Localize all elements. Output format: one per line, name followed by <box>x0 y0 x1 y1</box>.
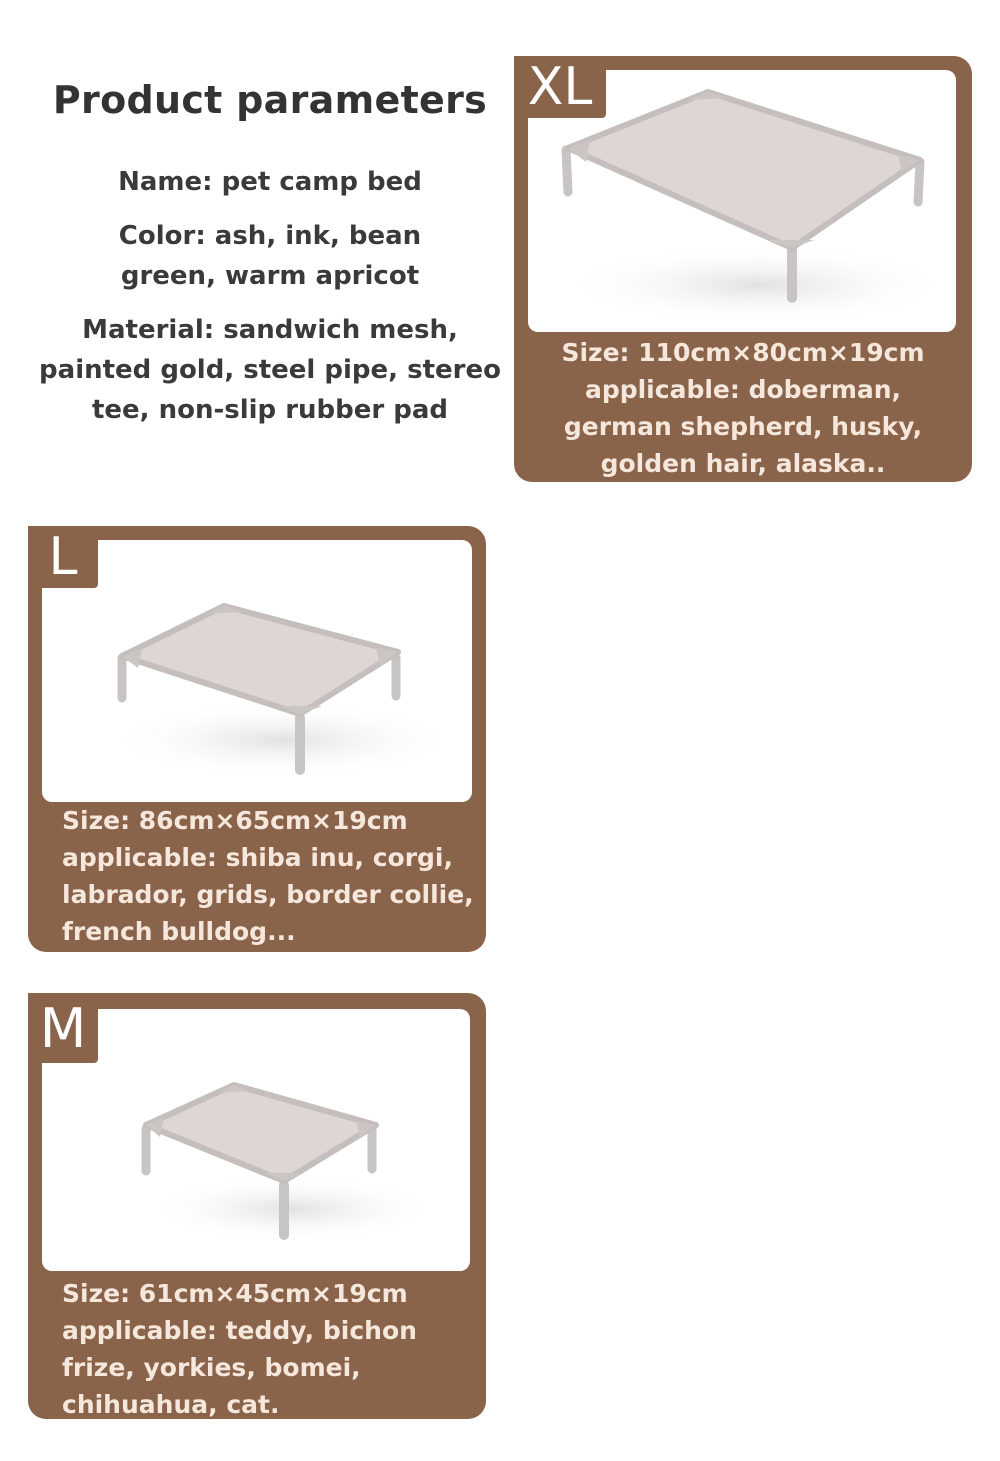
pet-camp-bed-illustration <box>42 1009 470 1271</box>
param-color <box>20 216 520 296</box>
size-card-l <box>28 526 486 952</box>
desc-line: french bulldog... <box>62 917 296 946</box>
desc-line: applicable: shiba inu, corgi, <box>62 843 453 872</box>
size-label-xl: XL <box>514 56 606 118</box>
desc-line: applicable: doberman, <box>584 375 902 404</box>
size-label-l: L <box>28 526 98 588</box>
param-material <box>20 310 520 430</box>
desc-line: frize, yorkies, bomei, <box>62 1353 361 1382</box>
param-material-line3: tee, non-slip rubber pad <box>91 395 449 425</box>
param-color-line1: Color: ash, ink, bean <box>118 221 422 251</box>
param-material-line2: painted gold, steel pipe, stereo <box>39 355 501 385</box>
param-color-line2: green, warm apricot <box>120 261 420 291</box>
size-description-xl <box>530 334 956 482</box>
pet-camp-bed-illustration <box>42 540 472 802</box>
product-parameters <box>20 78 520 444</box>
product-photo <box>42 540 472 802</box>
size-card-m <box>28 993 486 1419</box>
desc-line: Size: 86cm×65cm×19cm <box>62 806 408 835</box>
param-name: Name: pet camp bed <box>118 167 422 197</box>
size-description-l <box>62 802 482 950</box>
desc-line: Size: 61cm×45cm×19cm <box>62 1279 408 1308</box>
size-label-m: M <box>28 993 98 1063</box>
param-material-line1: Material: sandwich mesh, <box>82 315 458 345</box>
product-photo <box>42 1009 470 1271</box>
desc-line: german shepherd, husky, <box>563 412 923 441</box>
params-title: Product parameters <box>52 78 488 122</box>
desc-line: chihuahua, cat. <box>62 1390 280 1419</box>
size-description-m <box>62 1275 482 1423</box>
size-card-xl <box>514 56 972 482</box>
desc-line: labrador, grids, border collie, <box>62 880 474 909</box>
desc-line: Size: 110cm×80cm×19cm <box>561 338 925 367</box>
desc-line: golden hair, alaska.. <box>600 449 886 478</box>
desc-line: applicable: teddy, bichon <box>62 1316 417 1345</box>
